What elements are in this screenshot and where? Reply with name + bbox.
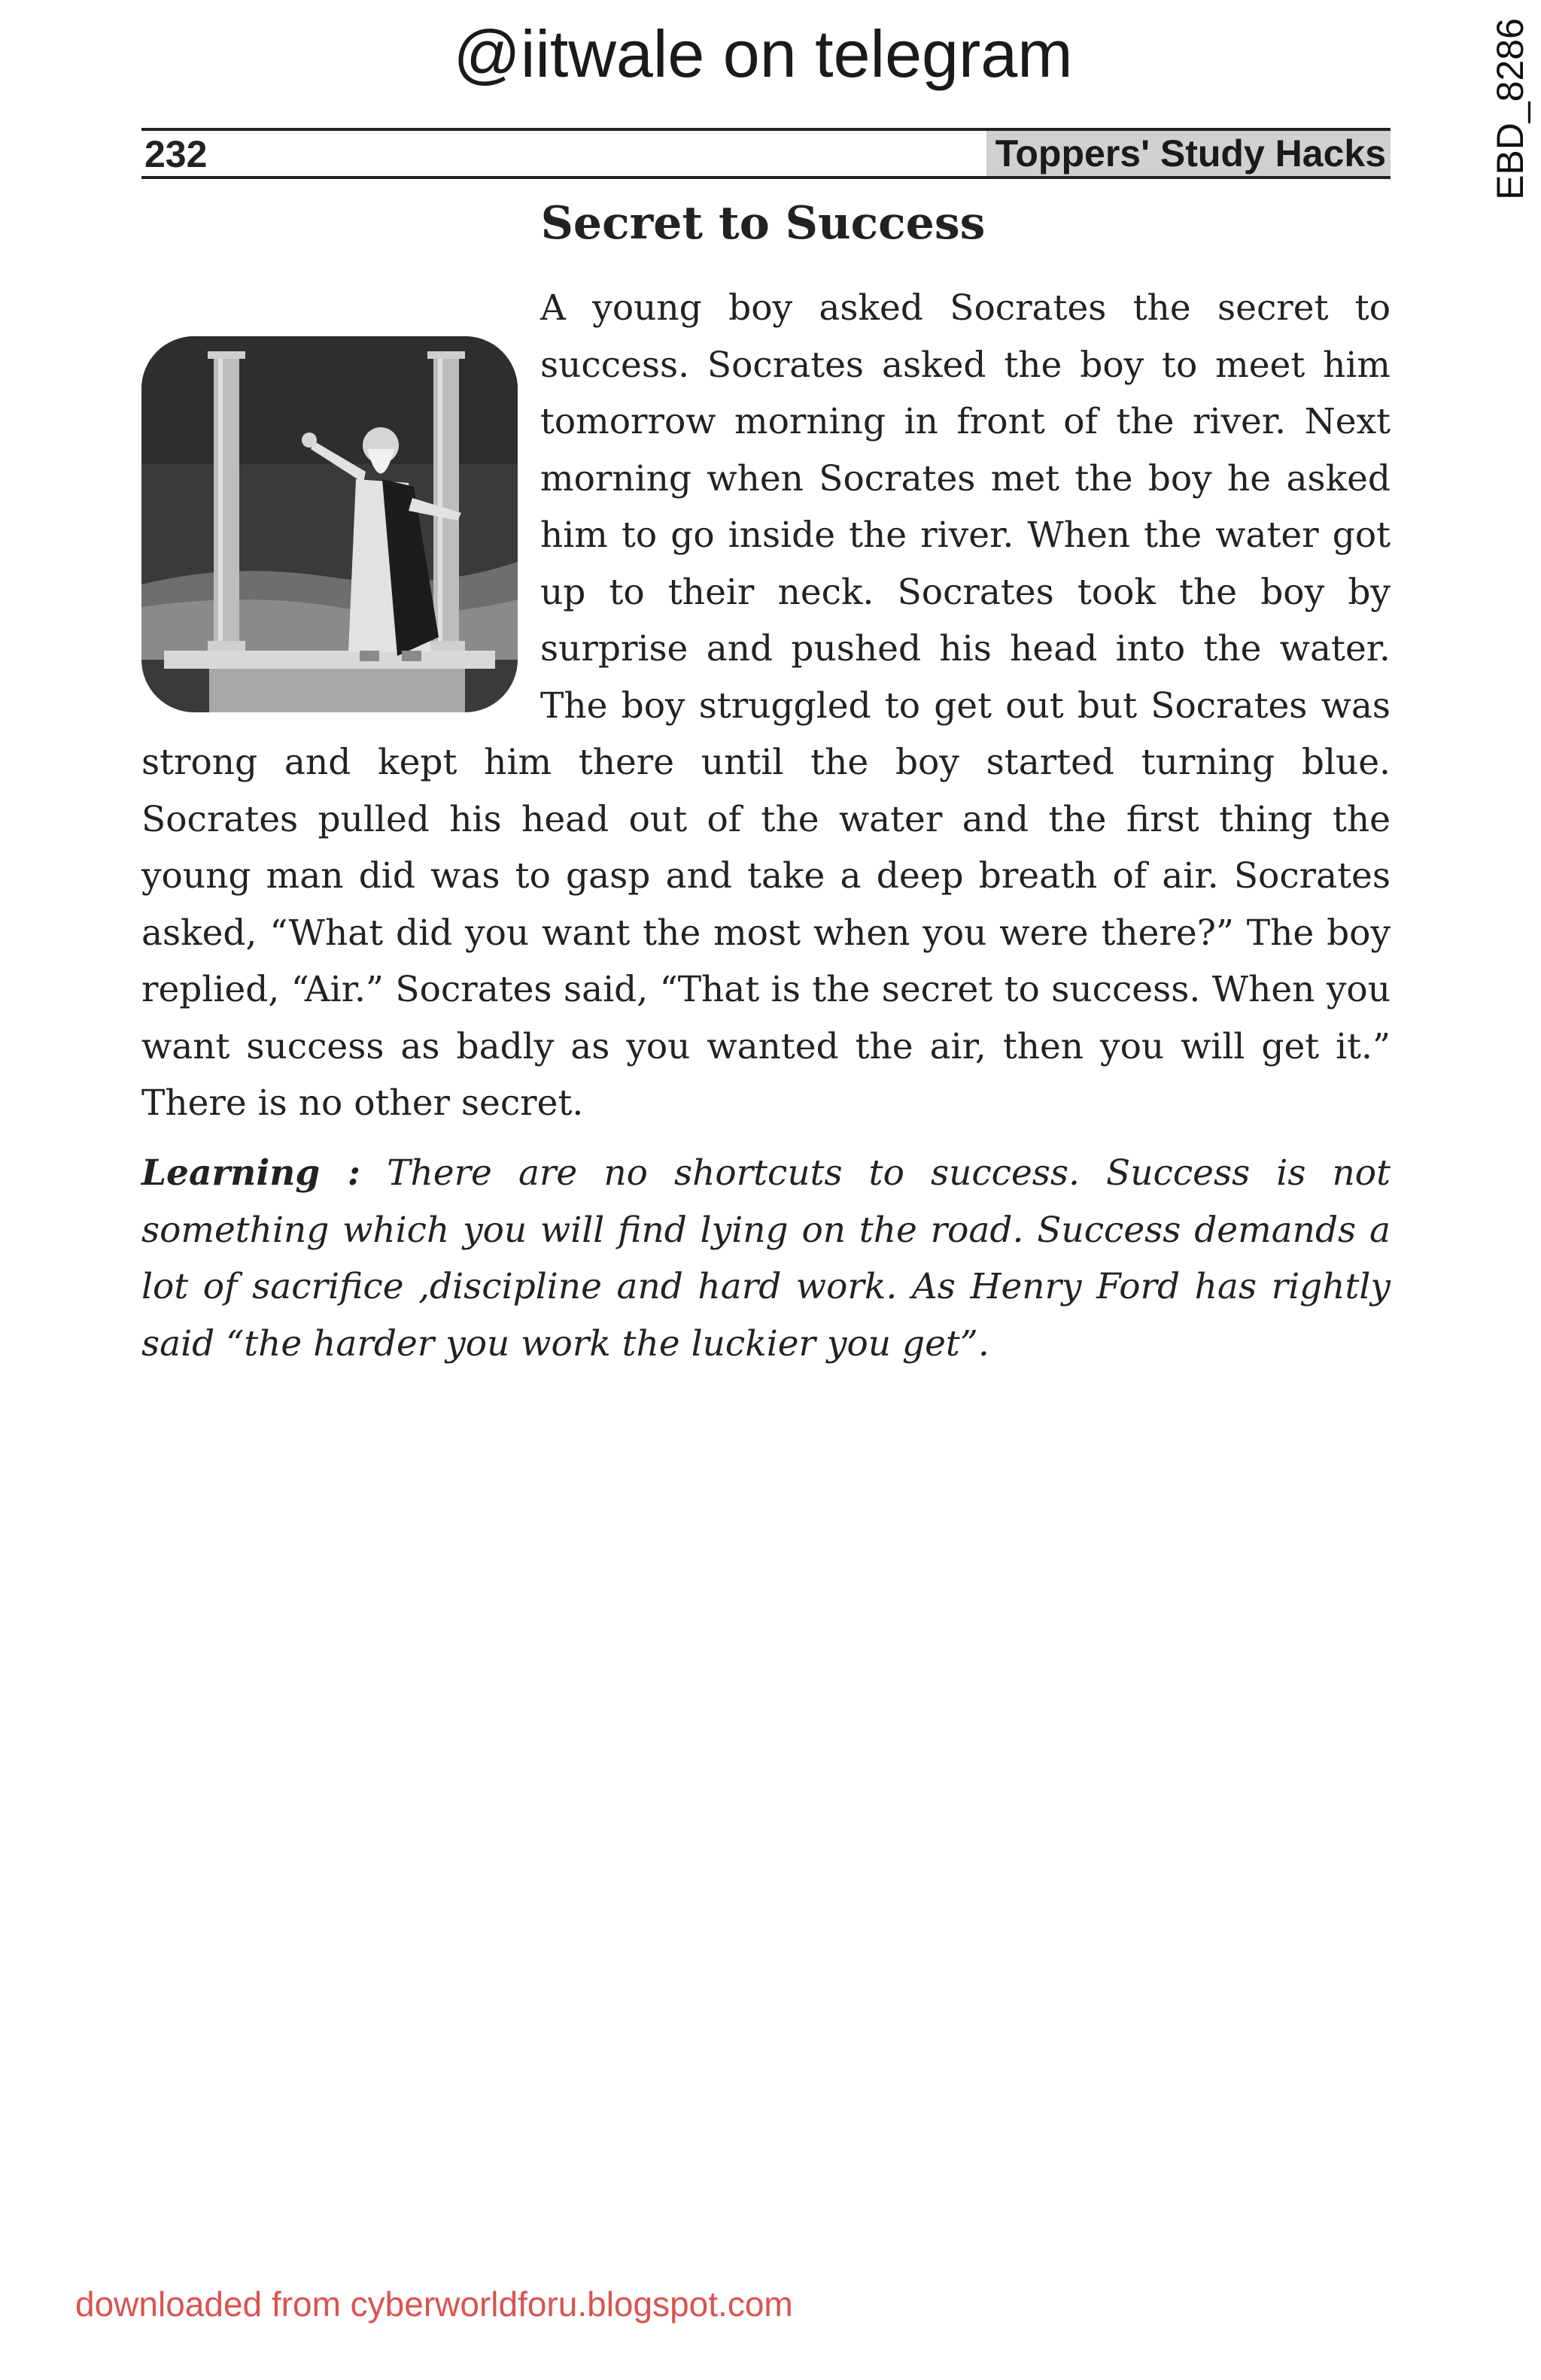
download-source-footer: downloaded from cyberworldforu.blogspot.com (75, 2284, 793, 2324)
page-number: 232 (144, 133, 208, 175)
socrates-image-icon (141, 336, 518, 712)
learning-paragraph (141, 1145, 1391, 1372)
document-code-label: EBD_8286 (1489, 18, 1532, 200)
story-paragraph (141, 280, 1391, 1132)
learning-text: There are no shortcuts to success. Success is not something which you will find lying on the road. Success demands a lot of sacrifice ,discipline and hard work. As Henry Ford has rightly said “the harder you work the luckier you get”. (141, 1152, 1391, 1365)
story-text: A young boy asked Socrates the secret to success. Socrates asked the boy to meet him tomorrow morning in front of the river. Next morning when Socrates met the boy he asked him to go inside the river. When the water got up to their neck. Socrates took the boy by surprise and pushed his head into the water. The boy struggled to get out but Socrates was strong and kept him there until the boy started turning blue. Socrates pulled his head out of the water and the first thing the young man did was to gasp and take a deep breath of air. Socrates asked, “What did you want the most when you were there?” The boy replied, “Air.” Socrates said, “That is the secret to success. When you want success as badly as you wanted the air, then you will get it.” There is no other secret. (141, 287, 1391, 1124)
telegram-watermark: @iitwale on telegram (453, 17, 1073, 91)
article-title: Secret to Success (540, 197, 986, 250)
page-header (141, 128, 1391, 179)
document-code (1484, 0, 1536, 218)
learning-label: Learning : (141, 1152, 361, 1194)
book-title: Toppers' Study Hacks (986, 131, 1391, 176)
socrates-illustration (141, 336, 518, 712)
